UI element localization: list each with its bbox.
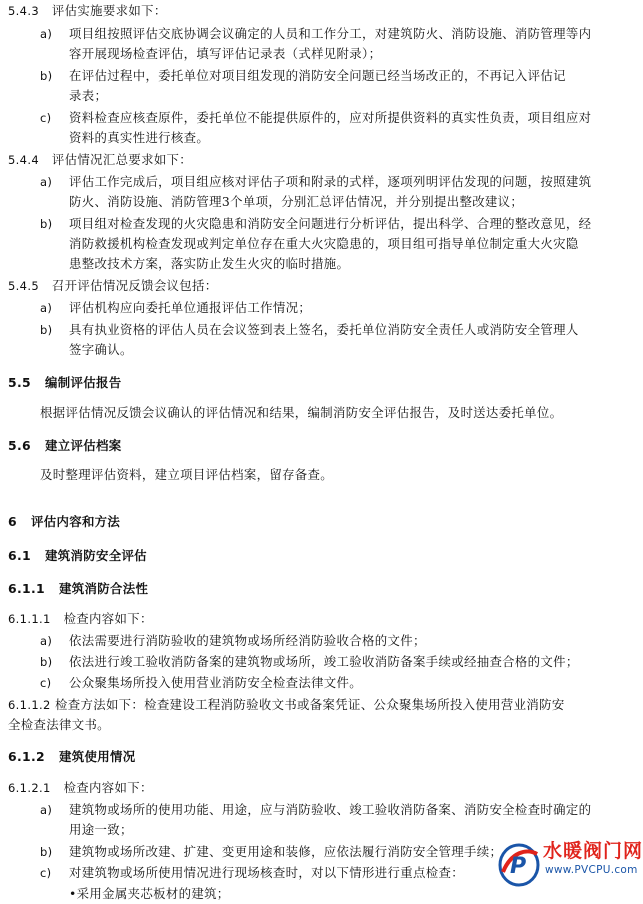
section-6-1-1-heading: 6.1.1 建筑消防合法性 <box>8 581 149 596</box>
list-label: a) <box>40 27 53 41</box>
section-body: 及时整理评估资料，建立项目评估档案，留存备查。 <box>40 467 334 482</box>
list-label: a) <box>40 175 53 189</box>
list-item-line: 用途一致； <box>69 822 133 837</box>
list-item-line: 评估机构应向委托单位通报评估工作情况； <box>69 300 312 315</box>
list-item-line: 容开展现场检查评估，填写评估记录表（式样见附录）； <box>69 46 382 61</box>
section-body: 根据评估情况反馈会议确认的评估情况和结果，编制消防安全评估报告，及时送达委托单位。 <box>40 405 563 420</box>
bullet-item: •采用金属夹芯板材的建筑； <box>69 886 230 901</box>
list-item-line: 依法需要进行消防验收的建筑物或场所经消防验收合格的文件； <box>69 633 426 648</box>
section-5-5-heading: 5.5 编制评估报告 <box>8 375 122 390</box>
svg-text:P: P <box>510 854 527 879</box>
list-item-line: 患整改技术方案，落实防止发生火灾的临时措施。 <box>69 256 350 271</box>
list-label: c) <box>40 676 52 690</box>
list-item-line: 资料检查应核查原件，委托单位不能提供原件的，应对所提供资料的真实性负责，项目组应对 <box>69 110 592 125</box>
list-item-line: 项目组对检查发现的火灾隐患和消防安全问题进行分析评估，提出科学、合理的整改意见，经 <box>69 216 592 231</box>
list-label: b) <box>40 217 53 231</box>
list-item-line: 公众聚集场所投入使用营业消防安全检查法律文件。 <box>69 675 363 690</box>
list-item-line: 在评估过程中，委托单位对项目组发现的消防安全问题已经当场改正的，不再记入评估记 <box>69 68 566 83</box>
clause-6-1-1-2: 6.1.1.2 检查方法如下：检查建设工程消防验收文书或备案凭证、公众聚集场所投入使用营业消防安 <box>8 697 565 712</box>
list-label: a) <box>40 803 53 817</box>
list-item-line: 建筑物或场所改建、扩建、变更用途和装修，应依法履行消防安全管理手续； <box>69 844 503 859</box>
section-6-1-heading: 6.1 建筑消防安全评估 <box>8 548 147 563</box>
chapter-6-heading: 6 评估内容和方法 <box>8 514 121 529</box>
list-label: c) <box>40 111 52 125</box>
clause-6-1-1-2-cont: 全检查法律文书。 <box>8 717 110 732</box>
clause-6-1-1-1-heading: 6.1.1.1 检查内容如下： <box>8 611 153 626</box>
list-label: c) <box>40 866 52 880</box>
list-label: a) <box>40 301 53 315</box>
list-label: b) <box>40 323 53 337</box>
watermark-logo-icon <box>497 838 541 888</box>
section-5-6-heading: 5.6 建立评估档案 <box>8 438 122 453</box>
list-item-line: 项目组按照评估交底协调会议确定的人员和工作分工，对建筑防火、消防设施、消防管理等内 <box>69 26 592 41</box>
list-item-line: 对建筑物或场所使用情况进行现场核查时，对以下情形进行重点检查： <box>69 865 464 880</box>
list-item-line: 依法进行竣工验收消防备案的建筑物或场所，竣工验收消防备案手续或经抽查合格的文件； <box>69 654 579 669</box>
section-6-1-2-heading: 6.1.2 建筑使用情况 <box>8 749 136 764</box>
list-label: b) <box>40 655 53 669</box>
list-item-line: 签字确认。 <box>69 342 133 357</box>
list-item-line: 建筑物或场所的使用功能、用途，应与消防验收、竣工验收消防备案、消防安全检查时确定的 <box>69 802 592 817</box>
list-item-line: 防火、消防设施、消防管理3个单项，分别汇总评估情况，并分别提出整改建议； <box>69 194 524 209</box>
list-item-line: 消防救援机构检查发现或判定单位存在重大火灾隐患的，项目组可指导单位制定重大火灾隐 <box>69 236 579 251</box>
list-label: b) <box>40 69 53 83</box>
list-item-line: 录表； <box>69 88 108 103</box>
clause-5-4-3-heading: 5.4.3 评估实施要求如下： <box>8 3 167 18</box>
list-item-line: 资料的真实性进行核查。 <box>69 130 210 145</box>
list-item-line: 评估工作完成后，项目组应核对评估子项和附录的式样，逐项列明评估发现的问题，按照建筑 <box>69 174 592 189</box>
clause-5-4-5-heading: 5.4.5 召开评估情况反馈会议包括： <box>8 278 218 293</box>
clause-6-1-2-1-heading: 6.1.2.1 检查内容如下： <box>8 780 153 795</box>
list-label: b) <box>40 845 53 859</box>
list-item-line: 具有执业资格的评估人员在会议签到表上签名，委托单位消防安全责任人或消防安全管理人 <box>69 322 579 337</box>
list-label: a) <box>40 634 53 648</box>
watermark-url: www.PVCPU.com <box>545 864 638 876</box>
clause-5-4-4-heading: 5.4.4 评估情况汇总要求如下： <box>8 152 193 167</box>
watermark <box>497 832 643 894</box>
watermark-title: 水暖阀门网 <box>543 840 643 862</box>
